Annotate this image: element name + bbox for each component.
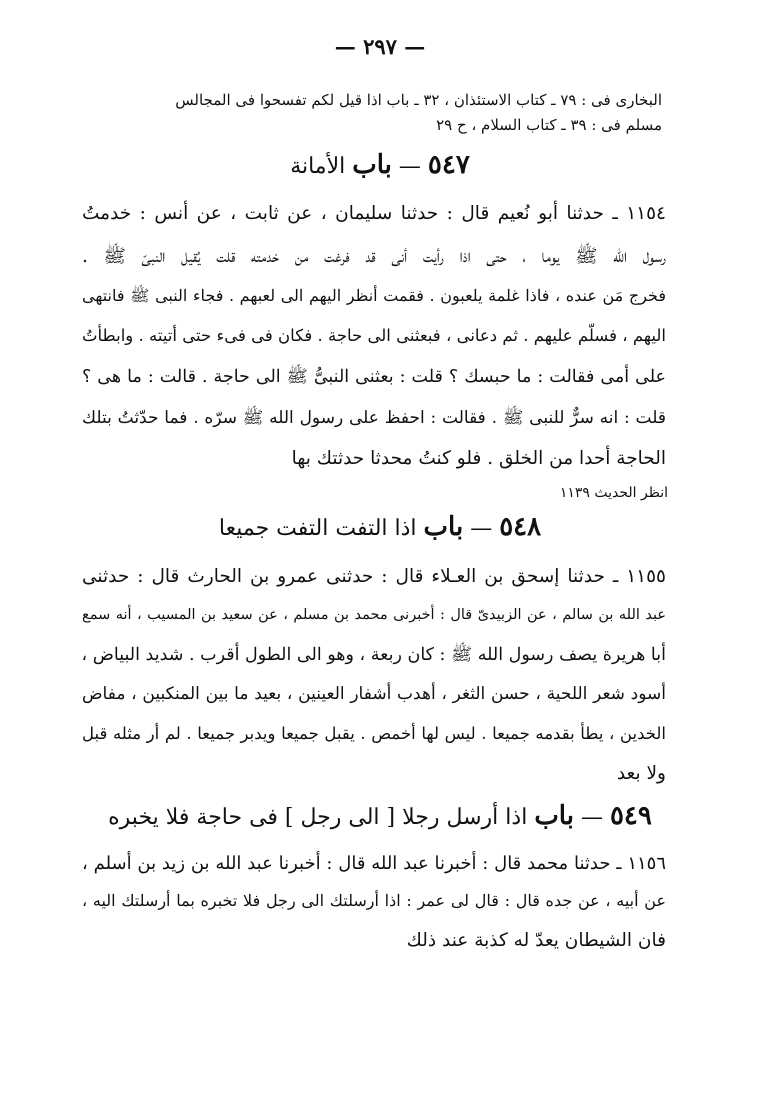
chapter-heading-547 [0, 152, 760, 178]
hadith-line: ١١٥٥ ـ حدثنا إسحق بن العـلاء قال : حدثنى عمرو بن الحارث قال : حدثنى [82, 566, 666, 587]
chapter-number: ٥٤٨ [499, 512, 542, 542]
chapter-heading-549 [0, 803, 760, 829]
cross-reference: انظر الحديث ١١٣٩ [559, 485, 668, 501]
hadith-line: أسود شعر اللحية ، حسن الثغر ، أهدب أشفار العينين ، بعيد ما بين المنكبين ، مفاض [82, 684, 666, 704]
page-number: — ٢٩٧ — [334, 34, 426, 59]
hadith-line: رسول الله ﷺ يوما ، حتى اذا رأيت أنى قد فرغت من خدمته قلت يُقيل النبىّ ﷺ . [82, 246, 666, 267]
heading-dash: — [580, 805, 603, 830]
hadith-line: ١١٥٤ ـ حدثنا أبو نُعيم قال : حدثنا سليمان ، عن ثابت ، عن أنس : خدمتُ [82, 203, 666, 224]
hadith-line: أبا هريرة يصف رسول الله ﷺ : كان ربعة ، وهو الى الطول أقرب . شديد البياض ، [81, 645, 666, 665]
hadith-line: ١١٥٦ ـ حدثنا محمد قال : أخبرنا عبد الله قال : أخبرنا عبد الله بن زيد بن أسلم ، [82, 853, 666, 874]
heading-dash: — [470, 516, 493, 541]
hadith-line: الخدين ، يطأ بقدمه جميعا . ليس لها أخمص . يقبل جميعا ويدبر جميعا . لم أر مثله قبل [82, 724, 666, 743]
chapter-heading-548 [0, 514, 760, 540]
hadith-line: فخرج مَن عنده ، فاذا غلمة يلعبون . فقمت أنظر اليهم الى لعبهم . فجاء النبى ﷺ فانتهى [82, 286, 666, 305]
hadith-line: عبد الله بن سالم ، عن الزبيدىّ قال : أخبرنى محمد بن مسلم ، عن سعيد بن المسيب ، أنه سمع [82, 607, 666, 623]
hadith-line: عن أبيه ، عن جده قال : قال لى عمر : اذا أرسلتك الى رجل فلا تخبره بما أرسلتك اليه ، [82, 891, 666, 910]
hadith-line: ولا بعد [616, 763, 666, 784]
chapter-title: اذا التفت التفت جميعا [218, 516, 417, 541]
heading-dash: — [398, 154, 421, 179]
hadith-line: اليهم ، فسلّم عليهم . ثم دعانى ، فبعثنى الى حاجة . فكان فى فىء حتى أتيته . وابطأتُ [82, 326, 666, 345]
hadith-line: على أمى فقالت : ما حبسك ؟ قلت : بعثنى النبىُّ ﷺ الى حاجة . قالت : ما هى ؟ [82, 367, 666, 387]
bab-word: باب [534, 801, 574, 831]
reference-muslim: مسلم فى : ٣٩ ـ كتاب السلام ، ح ٢٩ [436, 116, 662, 134]
hadith-line: قلت : انه سرٌّ للنبى ﷺ . فقالت : احفظ على رسول الله ﷺ سرّه . فما حدّثتُ بتلك [82, 408, 666, 428]
reference-bukhari: البخارى فى : ٧٩ ـ كتاب الاستئذان ، ٣٢ ـ باب اذا قيل لكم تفسحوا فى المجالس [175, 91, 662, 109]
chapter-number: ٥٤٧ [427, 150, 470, 180]
chapter-title: اذا أرسل رجلا [ الى رجل ] فى حاجة فلا يخبره [108, 805, 528, 830]
bab-word: باب [423, 512, 464, 542]
chapter-number: ٥٤٩ [609, 801, 652, 831]
hadith-line: الحاجة أحدا من الخلق . فلو كنتُ محدثا حدثتك بها [291, 448, 666, 469]
chapter-title: الأمانة [290, 154, 346, 179]
bab-word: باب [352, 150, 392, 180]
hadith-line: فان الشيطان يعدّ له كذبة عند ذلك [406, 930, 666, 951]
